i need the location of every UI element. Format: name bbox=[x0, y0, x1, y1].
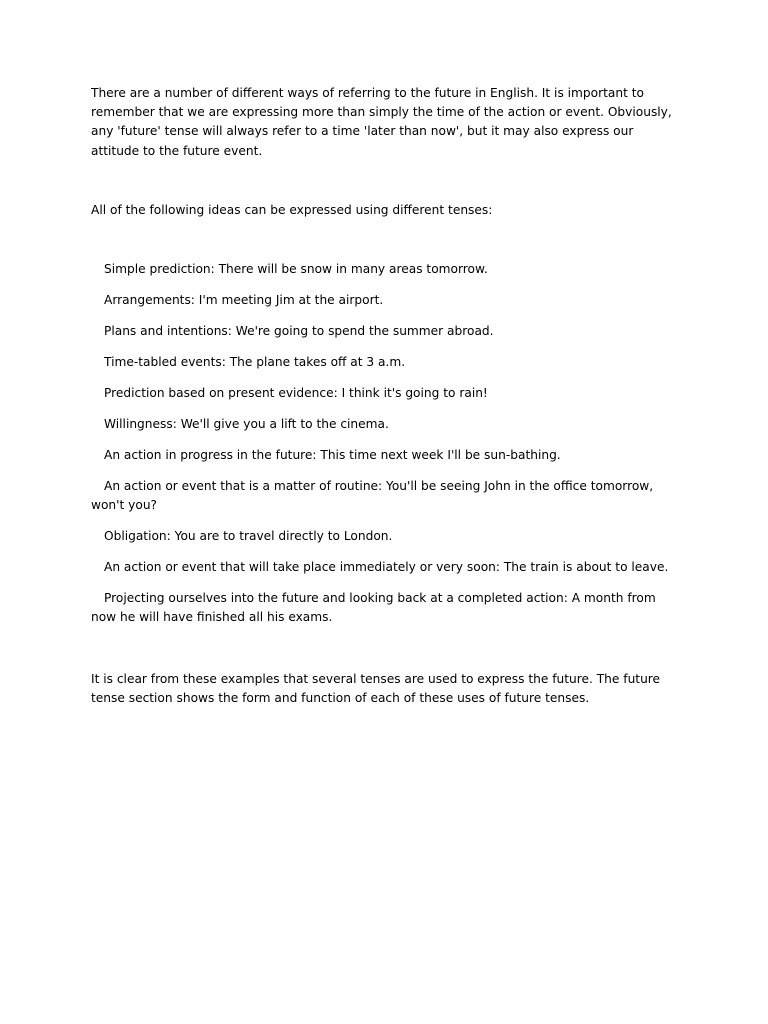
example-item: Time-tabled events: The plane takes off at 3 a.m. bbox=[104, 355, 406, 370]
example-item: Plans and intentions: We're going to spend the summer abroad. bbox=[104, 324, 494, 339]
document-page bbox=[91, 84, 675, 708]
example-item: An action or event that will take place immediately or very soon: The train is about to leave. bbox=[104, 560, 669, 575]
example-item: Willingness: We'll give you a lift to the cinema. bbox=[104, 417, 389, 432]
examples-list bbox=[91, 260, 675, 628]
example-item: Obligation: You are to travel directly to London. bbox=[104, 529, 393, 544]
conclusion-paragraph: It is clear from these examples that several tenses are used to express the future. The future tense section shows the form and function of each of these uses of future tenses. bbox=[91, 671, 661, 705]
example-item: An action or event that is a matter of routine: You'll be seeing John in the office tomorrow, won't you? bbox=[91, 479, 654, 513]
example-item: Projecting ourselves into the future and looking back at a completed action: A month from now he will have finished all his exams. bbox=[91, 591, 656, 625]
intro-paragraph: There are a number of different ways of referring to the future in English. It is important to remember that we are expressing more than simply the time of the action or event. Obviously, any 'future' tense will always refer to a time 'later than now', but it may also express our attitude to the future event. bbox=[91, 86, 672, 158]
lead-paragraph: All of the following ideas can be expressed using different tenses: bbox=[91, 202, 493, 217]
example-item: Arrangements: I'm meeting Jim at the airport. bbox=[104, 293, 384, 308]
example-item: Prediction based on present evidence: I think it's going to rain! bbox=[104, 386, 488, 401]
example-item: Simple prediction: There will be snow in many areas tomorrow. bbox=[104, 262, 488, 277]
example-item: An action in progress in the future: This time next week I'll be sun-bathing. bbox=[104, 448, 561, 463]
